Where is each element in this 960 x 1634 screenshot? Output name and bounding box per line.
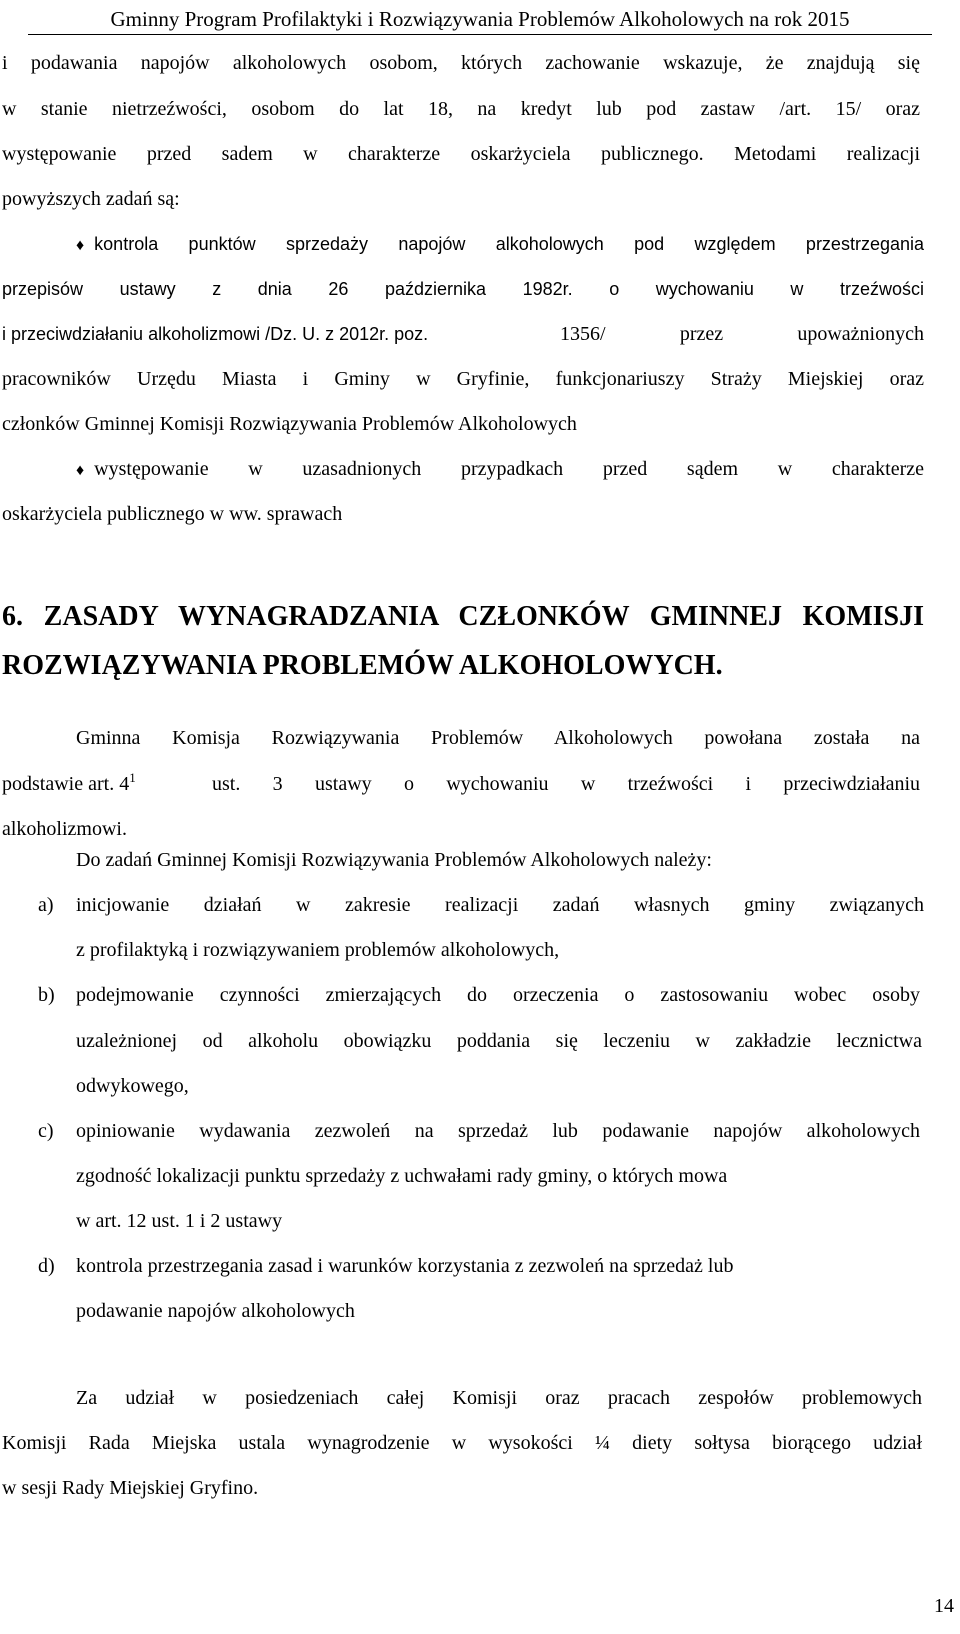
- bullet-1-line-5: członków Gminnej Komisji Rozwiązywania Problemów Alkoholowych: [2, 413, 577, 435]
- list-item-c-line-3: w art. 12 ust. 1 i 2 ustawy: [76, 1210, 283, 1232]
- paragraph-1-line-1: Gminna Komisja Rozwiązywania Problemów Alkoholowych powołana została na: [76, 727, 920, 749]
- paragraph-2-intro: Do zadań Gminnej Komisji Rozwiązywania Problemów Alkoholowych należy:: [76, 849, 712, 871]
- list-item-label-a: a): [38, 894, 54, 916]
- list-item-label-c: c): [38, 1120, 54, 1142]
- list-item-a-line-2: z profilaktyką i rozwiązywaniem problemów alkoholowych,: [76, 939, 560, 961]
- list-item-d-line-1: kontrola przestrzegania zasad i warunków korzystania z zezwoleń na sprzedaż lub: [76, 1255, 734, 1277]
- paragraph-3-line-3: w sesji Rady Miejskiej Gryfino.: [2, 1477, 259, 1499]
- intro-line-4: powyższych zadań są:: [2, 188, 180, 210]
- paragraph-3-line-2: Komisji Rada Miejska ustala wynagrodzenie w wysokości ¼ diety sołtysa biorącego udział: [2, 1432, 922, 1454]
- bullet-1-text: kontrola punktów sprzedaży napojów alkoholowych pod względem przestrzegania: [94, 234, 924, 254]
- diamond-bullet-icon: ♦: [76, 237, 85, 254]
- list-item-label-b: b): [38, 984, 55, 1006]
- intro-line-3: występowanie przed sadem w charakterze oskarżyciela publicznego. Metodami realizacji: [2, 143, 920, 165]
- diamond-bullet-icon: ♦: [76, 462, 85, 479]
- paragraph-1-line-2b: ust. 3 ustawy o wychowaniu w trzeźwości i przeciwdziałaniu: [212, 773, 920, 795]
- page-number: 14: [934, 1595, 954, 1617]
- list-item-c-line-1: opiniowanie wydawania zezwoleń na sprzedaż lub podawanie napojów alkoholowych: [76, 1120, 920, 1142]
- bullet-1-line-1: [76, 232, 924, 256]
- list-item-b-line-2: uzależnionej od alkoholu obowiązku poddania się leczeniu w zakładzie lecznictwa: [76, 1030, 922, 1052]
- list-item-label-d: d): [38, 1255, 55, 1277]
- bullet-2-line-1: [76, 457, 924, 481]
- bullet-1-line-4: pracowników Urzędu Miasta i Gminy w Gryfinie, funkcjonariuszy Straży Miejskiej oraz: [2, 368, 924, 390]
- list-item-b-line-1: podejmowanie czynności zmierzających do orzeczenia o zastosowaniu wobec osoby: [76, 984, 920, 1006]
- paragraph-1-line-3: alkoholizmowi.: [2, 818, 127, 840]
- section-heading-line-1: 6. ZASADY WYNAGRADZANIA CZŁONKÓW GMINNEJ KOMISJI: [2, 601, 924, 632]
- list-item-b-line-3: odwykowego,: [76, 1075, 189, 1097]
- paragraph-1-line-2a: [2, 772, 136, 796]
- bullet-1-line-2: przepisów ustawy z dnia 26 października 1982r. o wychowaniu w trzeźwości: [2, 279, 924, 299]
- paragraph-3-line-1: Za udział w posiedzeniach całej Komisji oraz pracach zespołów problemowych: [76, 1387, 922, 1409]
- paragraph-1-art-ref: podstawie art. 4: [2, 773, 130, 795]
- section-heading-line-2: ROZWIĄZYWANIA PROBLEMÓW ALKOHOLOWYCH.: [2, 650, 723, 681]
- bullet-2-text: występowanie w uzasadnionych przypadkach przed sądem w charakterze: [94, 458, 924, 480]
- bullet-1-line-3a: i przeciwdziałaniu alkoholizmowi /Dz. U. z 2012r. poz.: [2, 324, 429, 344]
- bullet-2-line-2: oskarżyciela publicznego w ww. sprawach: [2, 503, 343, 525]
- list-item-a-line-1: inicjowanie działań w zakresie realizacji zadań własnych gminy związanych: [76, 894, 924, 916]
- bullet-1-line-3b: 1356/ przez upoważnionych: [560, 323, 924, 345]
- superscript: 1: [129, 770, 136, 785]
- page-header: Gminny Program Profilaktyki i Rozwiązywania Problemów Alkoholowych na rok 2015: [28, 4, 932, 35]
- list-item-c-line-2: zgodność lokalizacji punktu sprzedaży z uchwałami rady gminy, o których mowa: [76, 1165, 728, 1187]
- intro-line-2: w stanie nietrzeźwości, osobom do lat 18, na kredyt lub pod zastaw /art. 15/ oraz: [2, 98, 920, 120]
- list-item-d-line-2: podawanie napojów alkoholowych: [76, 1300, 355, 1322]
- intro-line-1: i podawania napojów alkoholowych osobom, których zachowanie wskazuje, że znajdują się: [2, 52, 920, 74]
